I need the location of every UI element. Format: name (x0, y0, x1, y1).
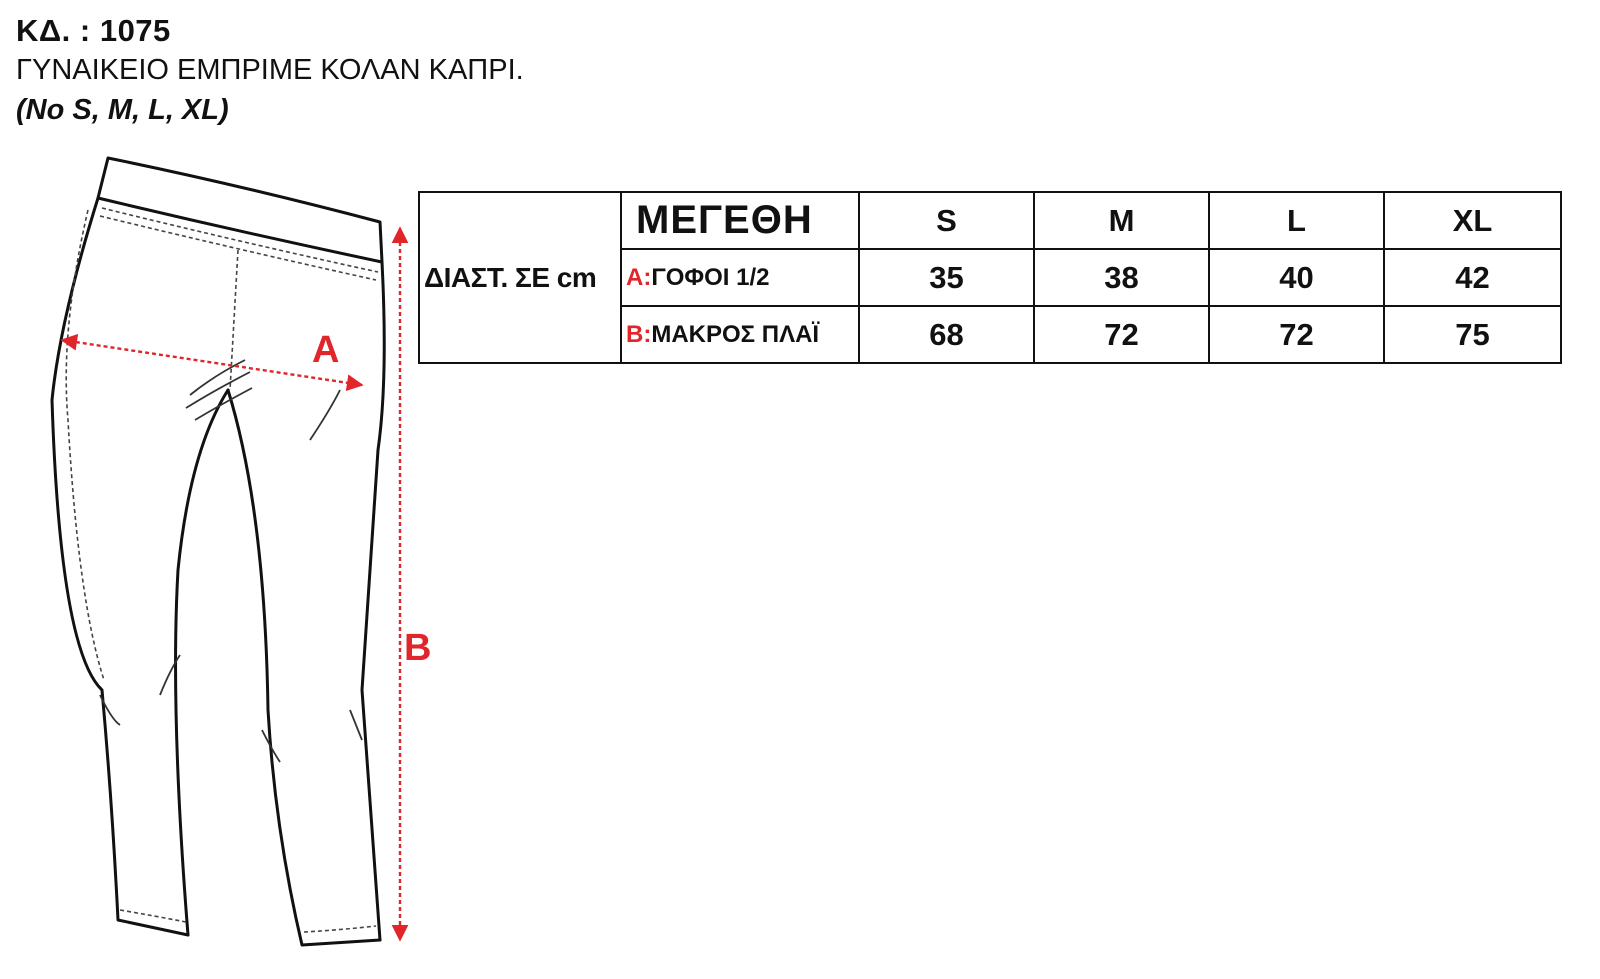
measure-b-label: B (404, 627, 432, 669)
leggings-outline (52, 158, 384, 945)
row-label-hips (621, 249, 859, 306)
table-cell: 38 (1034, 249, 1209, 306)
row-label-side-length (621, 306, 859, 363)
table-cell: 68 (859, 306, 1034, 363)
row-label-text: ΜΑΚΡΟΣ ΠΛΑΪ (651, 320, 820, 348)
table-cell: 72 (1034, 306, 1209, 363)
available-sizes: (Νο S, M, L, XL) (16, 94, 229, 126)
product-title: ΓΥΝΑΙΚΕΙΟ ΕΜΠΡΙΜΕ ΚΟΛΑΝ ΚΑΠΡΙ. (16, 54, 524, 86)
table-cell: 75 (1384, 306, 1561, 363)
size-chart-table (418, 191, 1562, 364)
sizes-header: ΜΕΓΕΘΗ (621, 192, 859, 249)
table-cell: 72 (1209, 306, 1384, 363)
size-header-s: S (859, 192, 1034, 249)
table-cell: 40 (1209, 249, 1384, 306)
dimensions-label: ΔΙΑΣΤ. ΣΕ cm (419, 192, 621, 363)
size-header-l: L (1209, 192, 1384, 249)
header (16, 12, 524, 130)
row-label-text: ΓΟΦΟΙ 1/2 (651, 263, 770, 291)
row-letter: B: (626, 320, 652, 348)
leggings-sketch (40, 150, 440, 970)
size-header-xl: XL (1384, 192, 1561, 249)
table-cell: 42 (1384, 249, 1561, 306)
size-header-m: M (1034, 192, 1209, 249)
row-letter: A: (626, 263, 652, 291)
fold-lines (100, 360, 362, 762)
table-cell: 35 (859, 249, 1034, 306)
measure-a-label: A (312, 329, 340, 371)
product-code: ΚΔ. : 1075 (16, 13, 171, 48)
table-header-row (419, 192, 1561, 249)
